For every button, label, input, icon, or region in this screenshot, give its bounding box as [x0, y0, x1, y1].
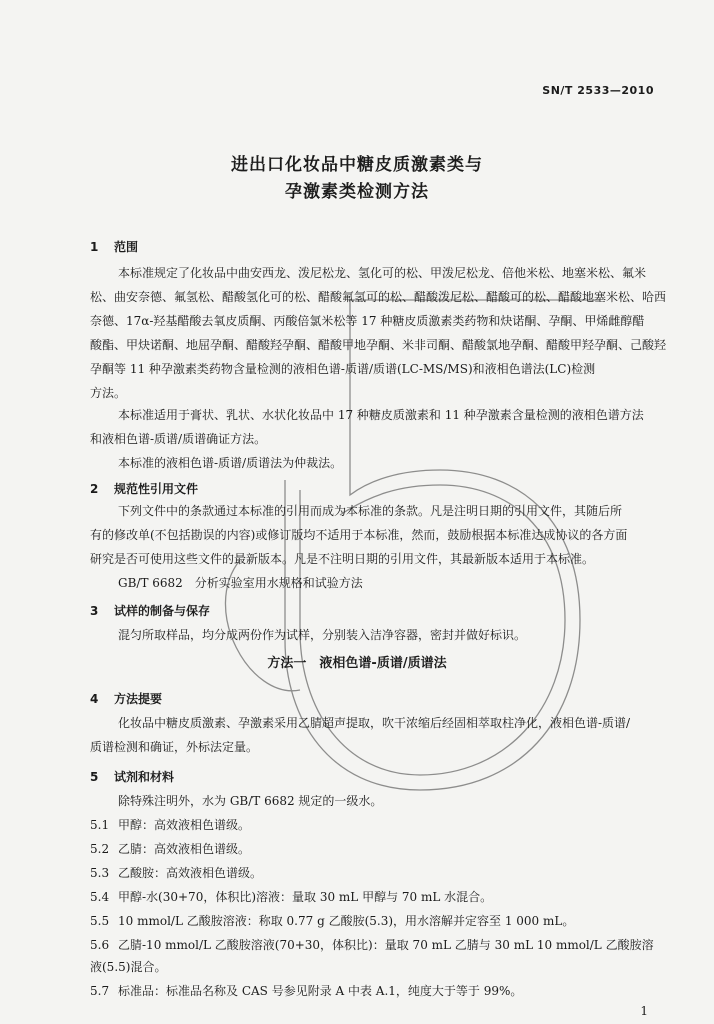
paragraph-line: 混匀所取样品，均分成两份作为试样，分别装入洁净容器，密封并做好标识。 — [118, 628, 527, 642]
document-number: SN/T 2533—2010 — [542, 84, 654, 97]
list-item — [90, 842, 250, 856]
section-title: 规范性引用文件 — [114, 482, 199, 496]
item-number: 5.6 — [90, 938, 110, 952]
page-number: 1 — [640, 1004, 648, 1018]
section-title: 试样的制备与保存 — [114, 604, 211, 618]
section-number: 4 — [90, 692, 99, 706]
section-5-heading — [90, 768, 174, 785]
paragraph-line: 化妆品中糖皮质激素、孕激素采用乙腈超声提取，吹干浓缩后经固相萃取柱净化，液相色谱-质谱/ — [118, 716, 631, 730]
item-text: 乙腈-10 mmol/L 乙酸胺溶液(70+30，体积比)：量取 70 mL 乙腈与 30 mL 10 mmol/L 乙酸胺溶 — [118, 938, 654, 952]
paragraph-line: 酸酯、甲炔诺酮、地屈孕酮、醋酸羟孕酮、醋酸甲地孕酮、米非司酮、醋酸氯地孕酮、醋酸甲羟孕酮、己酸羟 — [90, 338, 667, 352]
paragraph-line: 有的修改单(不包括勘误的内容)或修订版均不适用于本标准，然而，鼓励根据本标准达成协议的各方面 — [90, 528, 628, 542]
list-item — [90, 914, 574, 928]
item-number: 5.7 — [90, 984, 110, 998]
item-text: 液(5.5)混合。 — [90, 960, 167, 974]
item-number: 5.3 — [90, 866, 110, 880]
section-number: 3 — [90, 604, 99, 618]
item-number: 5.5 — [90, 914, 110, 928]
section-title: 范围 — [114, 240, 139, 254]
section-3-heading — [90, 602, 210, 619]
section-number: 5 — [90, 770, 99, 784]
list-item — [90, 984, 522, 998]
item-number: 5.1 — [90, 818, 110, 832]
item-text: 甲醇：高效液相色谱级。 — [118, 818, 251, 832]
paragraph-line: 本标准适用于膏状、乳状、水状化妆品中 17 种糖皮质激素和 11 种孕激素含量检测的液相色谱方法 — [118, 408, 644, 422]
paragraph-line: 质谱检测和确证，外标法定量。 — [90, 740, 259, 754]
method-title: 方法一 液相色谱-质谱/质谱法 — [267, 656, 447, 671]
paragraph-line: 奈德、17α-羟基醋酸去氧皮质酮、丙酸倍氯米松等 17 种糖皮质激素类药物和炔诺酮、孕酮、甲烯雌醇醋 — [90, 314, 645, 328]
item-text: 乙酸胺：高效液相色谱级。 — [118, 866, 263, 880]
section-4-heading — [90, 690, 162, 707]
paragraph-line: 除特殊注明外，水为 GB/T 6682 规定的一级水。 — [118, 794, 383, 808]
section-title: 试剂和材料 — [114, 770, 175, 784]
item-number: 5.2 — [90, 842, 110, 856]
section-2-heading — [90, 480, 198, 497]
item-text: 10 mmol/L 乙酸胺溶液：称取 0.77 g 乙酸胺(5.3)，用水溶解并定容至 1 000 mL。 — [118, 914, 575, 928]
paragraph-line: 和液相色谱-质谱/质谱确证方法。 — [90, 432, 267, 446]
item-text: 乙腈：高效液相色谱级。 — [118, 842, 251, 856]
list-item-continuation — [90, 960, 166, 974]
document-title-line2: 孕激素类检测方法 — [285, 182, 429, 202]
section-1-heading — [90, 238, 138, 255]
section-title: 方法提要 — [114, 692, 163, 706]
paragraph-line: 孕酮等 11 种孕激素类药物含量检测的液相色谱-质谱/质谱(LC-MS/MS)和液相色谱法(LC)检测 — [90, 362, 596, 376]
list-item — [90, 818, 250, 832]
paragraph-line: 本标准的液相色谱-质谱/质谱法为仲裁法。 — [118, 456, 343, 470]
list-item — [90, 866, 262, 880]
item-text: 标准品：标准品名称及 CAS 号参见附录 A 中表 A.1，纯度大于等于 99%。 — [118, 984, 523, 998]
item-number: 5.4 — [90, 890, 110, 904]
list-item — [90, 938, 654, 952]
document-title-line1: 进出口化妆品中糖皮质激素类与 — [231, 155, 483, 175]
paragraph-line: 下列文件中的条款通过本标准的引用而成为本标准的条款。凡是注明日期的引用文件，其随后所 — [118, 504, 623, 518]
paragraph-line: 方法。 — [90, 386, 127, 400]
paragraph-line: 松、曲安奈德、氟氢松、醋酸氢化可的松、醋酸氟氢可的松、醋酸泼尼松、醋酸可的松、醋酸地塞米松、哈西 — [90, 290, 667, 304]
paragraph-line: 本标准规定了化妆品中曲安西龙、泼尼松龙、氢化可的松、甲泼尼松龙、倍他米松、地塞米松、氟米 — [118, 266, 647, 280]
reference-line: GB/T 6682 分析实验室用水规格和试验方法 — [118, 576, 363, 590]
paragraph-line: 研究是否可使用这些文件的最新版本。凡是不注明日期的引用文件，其最新版本适用于本标准。 — [90, 552, 595, 566]
section-number: 2 — [90, 482, 99, 496]
section-number: 1 — [90, 240, 99, 254]
list-item — [90, 890, 492, 904]
item-text: 甲醇-水(30+70，体积比)溶液：量取 30 mL 甲醇与 70 mL 水混合。 — [118, 890, 493, 904]
